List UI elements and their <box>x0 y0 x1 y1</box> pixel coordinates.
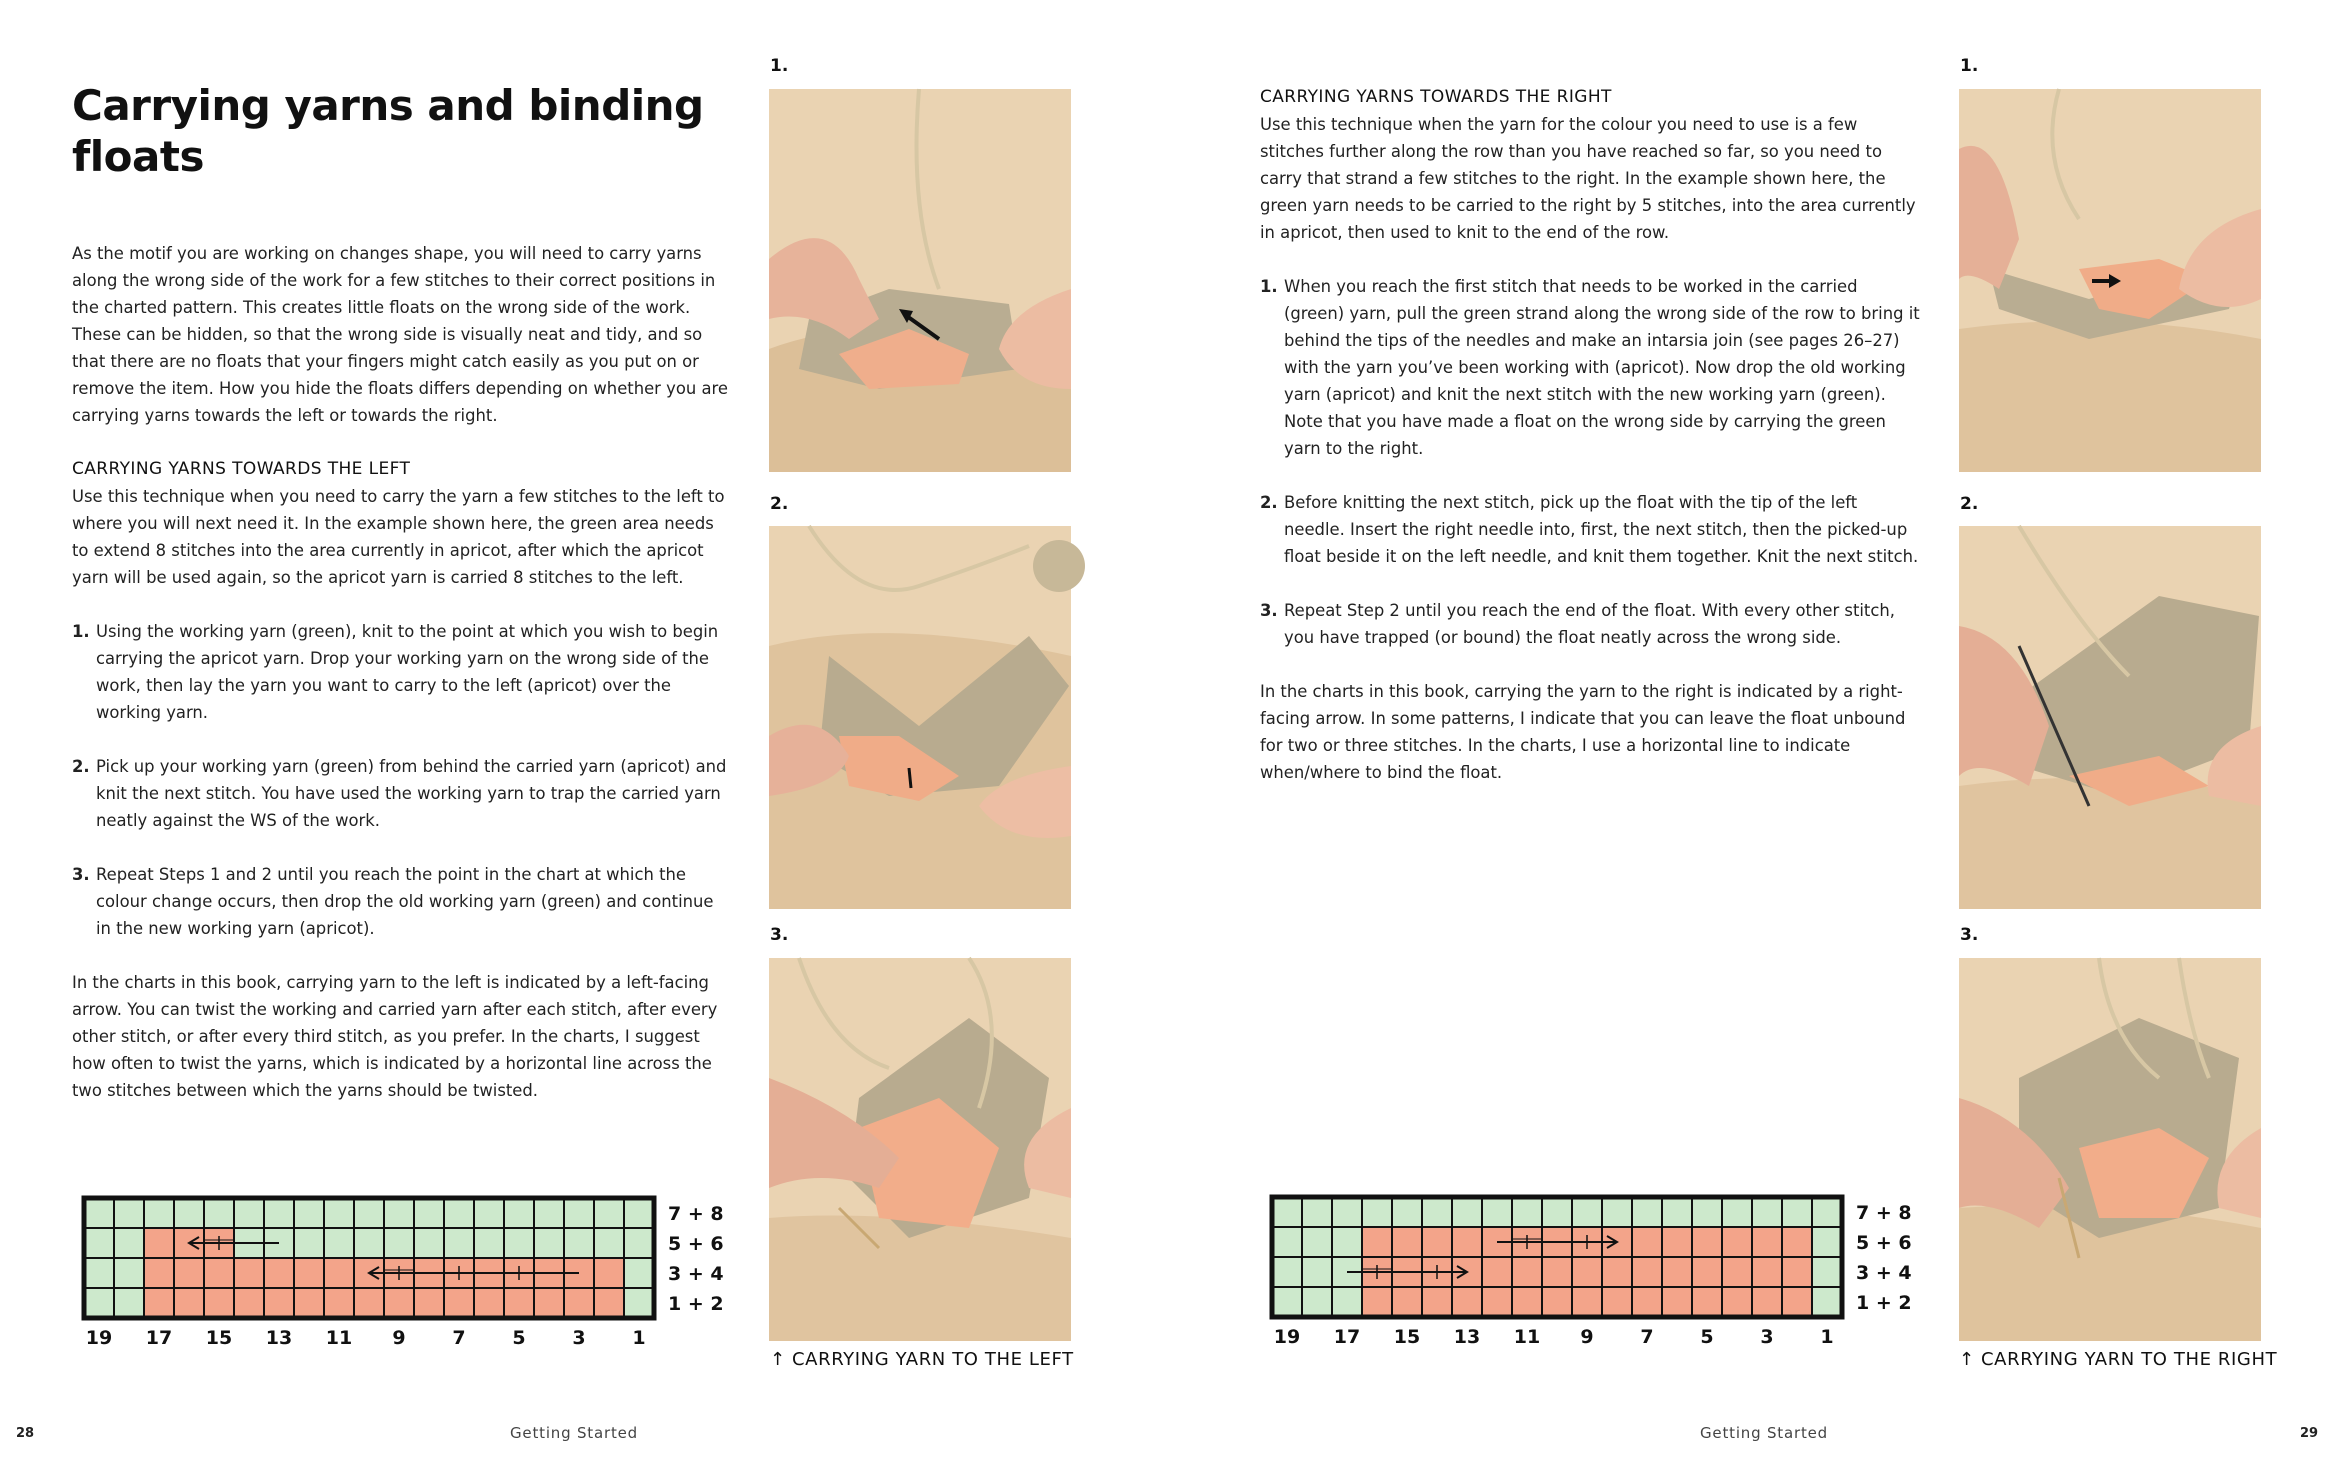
chart-cell <box>384 1198 414 1228</box>
chart-cell <box>594 1288 624 1318</box>
row-label: 5 + 6 <box>668 1233 724 1255</box>
row-label: 3 + 4 <box>668 1263 724 1285</box>
step-item <box>72 753 732 834</box>
chart-cell <box>1812 1197 1842 1227</box>
closing-paragraph-left: In the charts in this book, carrying yarn to the left is indicated by a left-facing arrow. You can twist the working and carried yarn after each stitch, after every other stitch, or after every third stitch, as you prefer. In the charts, I suggest how often to twist the yarns, which is indicated by a horizontal line across the two stitches between which the yarns should be twisted. <box>72 973 718 1100</box>
chart-cell <box>1512 1257 1542 1287</box>
chart-cell <box>1752 1197 1782 1227</box>
step-number: 2. <box>1260 493 1278 512</box>
chart-cell <box>324 1288 354 1318</box>
photo-caption-right: ↑ CARRYING YARN TO THE RIGHT <box>1959 1349 2278 1370</box>
section-intro-right: Use this technique when the yarn for the colour you need to use is a few stitches further along the row than you have reached so far, so you need to carry that strand a few stitches to the right. In the example shown here, the green yarn needs to be carried to the right by 5 stitches, into the area currently in apricot, then used to knit to the end of the row. <box>1260 115 1916 242</box>
chart-cell <box>1572 1257 1602 1287</box>
step-item <box>1260 597 1920 651</box>
chart-cell <box>474 1288 504 1318</box>
stitch-number-label: 19 <box>1273 1326 1301 1348</box>
chart-cell <box>1572 1197 1602 1227</box>
chart-cell <box>1692 1257 1722 1287</box>
chart-cell <box>1782 1287 1812 1317</box>
chart-cell <box>1302 1197 1332 1227</box>
step-text: Pick up your working yarn (green) from behind the carried yarn (apricot) and knit the next stitch. You have used the working yarn to trap the carried yarn neatly against the WS of the work. <box>96 757 727 830</box>
chart-cell <box>1422 1287 1452 1317</box>
row-label: 5 + 6 <box>1856 1232 1912 1254</box>
chart-cell <box>114 1258 144 1288</box>
page-number-right: 29 <box>2300 1426 2319 1441</box>
chart-cell <box>504 1288 534 1318</box>
photo-label: 3. <box>770 925 789 945</box>
chart-cell <box>1662 1227 1692 1257</box>
chart-cell <box>144 1198 174 1228</box>
chart-cell <box>204 1198 234 1228</box>
step-item <box>1260 489 1920 570</box>
chart-cell <box>204 1258 234 1288</box>
row-label: 1 + 2 <box>1856 1292 1912 1314</box>
step-item <box>1260 273 1920 462</box>
chart-cell <box>1362 1227 1392 1257</box>
chart-cell <box>1752 1227 1782 1257</box>
stitch-number-label: 15 <box>1393 1326 1421 1348</box>
chart-cell <box>264 1198 294 1228</box>
chart-cell <box>294 1198 324 1228</box>
step-number: 3. <box>1260 601 1278 620</box>
chart-cell <box>414 1198 444 1228</box>
chart-cell <box>1272 1287 1302 1317</box>
chart-cell <box>534 1198 564 1228</box>
chart-cell <box>1632 1227 1662 1257</box>
chart-svg <box>1270 1195 1912 1355</box>
knitting-photo-step-3-left <box>769 958 1071 1341</box>
chart-cell <box>1272 1257 1302 1287</box>
step-number: 3. <box>72 865 90 884</box>
chart-cell <box>1692 1227 1722 1257</box>
chart-cell <box>84 1198 114 1228</box>
photo-label: 2. <box>1960 494 1979 514</box>
page-number-left: 28 <box>16 1426 35 1441</box>
chart-cell <box>444 1198 474 1228</box>
chart-cell <box>1332 1227 1362 1257</box>
chart-cell <box>84 1258 114 1288</box>
chart-cell <box>1602 1287 1632 1317</box>
chart-cell <box>1632 1287 1662 1317</box>
step-list-right <box>1260 273 1920 651</box>
right-text-column <box>1260 84 1920 786</box>
chart-cell <box>1302 1227 1332 1257</box>
chart-cell <box>564 1288 594 1318</box>
chart-cell <box>294 1258 324 1288</box>
chart-cell <box>354 1228 384 1258</box>
chart-cell <box>1392 1227 1422 1257</box>
stitch-number-label: 17 <box>1333 1326 1361 1348</box>
stitch-number-label: 3 <box>1760 1326 1774 1348</box>
chart-cell <box>1272 1197 1302 1227</box>
chart-cell <box>1392 1197 1422 1227</box>
chart-cell <box>1722 1287 1752 1317</box>
chart-cell <box>1662 1197 1692 1227</box>
stitch-number-label: 1 <box>1820 1326 1834 1348</box>
chart-cell <box>414 1228 444 1258</box>
stitch-number-label: 11 <box>325 1327 353 1349</box>
chart-cell <box>534 1228 564 1258</box>
chart-cell <box>1542 1257 1572 1287</box>
chart-cell <box>1782 1227 1812 1257</box>
chart-cell <box>1602 1257 1632 1287</box>
chart-cell <box>1512 1197 1542 1227</box>
chart-cell <box>234 1198 264 1228</box>
stitch-number-label: 15 <box>205 1327 233 1349</box>
chart-cell <box>1722 1197 1752 1227</box>
chart-cell <box>1692 1197 1722 1227</box>
step-text: Before knitting the next stitch, pick up the float with the tip of the left needle. Insert the right needle into, first, the next stitch, then the picked-up float beside it on the left needle, and knit them together. Knit the next stitch. <box>1284 493 1919 566</box>
chart-cell <box>1782 1197 1812 1227</box>
step-text: Repeat Steps 1 and 2 until you reach the point in the chart at which the colour change occurs, then drop the old working yarn (green) and continue in the new working yarn (apricot). <box>96 865 714 938</box>
chart-cell <box>414 1288 444 1318</box>
stitch-number-label: 17 <box>145 1327 173 1349</box>
knitting-photo-step-2-left <box>769 526 1071 909</box>
chart-cell <box>264 1258 294 1288</box>
stitch-chart-right <box>1270 1195 1912 1355</box>
chart-cell <box>1632 1197 1662 1227</box>
chart-cell <box>1332 1287 1362 1317</box>
chart-cell <box>1422 1197 1452 1227</box>
chart-cell <box>1632 1257 1662 1287</box>
chart-cell <box>354 1198 384 1228</box>
chart-cell <box>114 1198 144 1228</box>
chart-cell <box>144 1288 174 1318</box>
chart-cell <box>444 1288 474 1318</box>
chart-cell <box>234 1288 264 1318</box>
stitch-number-label: 7 <box>1640 1326 1654 1348</box>
chart-cell <box>1602 1197 1632 1227</box>
chart-cell <box>384 1288 414 1318</box>
stitch-chart-left <box>82 1196 724 1356</box>
stitch-number-label: 5 <box>1700 1326 1714 1348</box>
chart-cell <box>264 1288 294 1318</box>
stitch-number-label: 13 <box>265 1327 293 1349</box>
stitch-number-label: 19 <box>85 1327 113 1349</box>
chart-cell <box>504 1198 534 1228</box>
chart-cell <box>534 1288 564 1318</box>
chart-cell <box>174 1198 204 1228</box>
step-item <box>72 861 732 942</box>
chart-cell <box>624 1228 654 1258</box>
chart-cell <box>1302 1257 1332 1287</box>
row-label: 3 + 4 <box>1856 1262 1912 1284</box>
chart-cell <box>1482 1287 1512 1317</box>
chart-cell <box>204 1288 234 1318</box>
chart-cell <box>1782 1257 1812 1287</box>
chart-cell <box>1812 1227 1842 1257</box>
chart-cell <box>84 1228 114 1258</box>
chart-cell <box>1752 1257 1782 1287</box>
photo-label: 1. <box>1960 56 1979 76</box>
step-text: Repeat Step 2 until you reach the end of the float. With every other stitch, you have trapped (or bound) the float neatly across the wrong side. <box>1284 601 1895 647</box>
photo-label: 1. <box>770 56 789 76</box>
chart-cell <box>1452 1197 1482 1227</box>
chart-cell <box>1482 1257 1512 1287</box>
chart-cell <box>474 1198 504 1228</box>
chart-cell <box>1362 1287 1392 1317</box>
chart-cell <box>1812 1287 1842 1317</box>
step-text: When you reach the first stitch that needs to be worked in the carried (green) yarn, pull the green strand along the wrong side of the row to bring it behind the tips of the needles and make an intarsia join (see pages 26–27) with the yarn you’ve been working with (apricot). Now drop the old working yarn (apricot) and knit the next stitch with the new working yarn (green). Note that you have made a float on the wrong side by carrying the green yarn to the right. <box>1284 277 1920 458</box>
stitch-number-label: 5 <box>512 1327 526 1349</box>
chart-cell <box>234 1258 264 1288</box>
step-number: 1. <box>72 622 90 641</box>
chart-cell <box>84 1288 114 1318</box>
row-label: 7 + 8 <box>1856 1202 1912 1224</box>
footer-right: Getting Started <box>1700 1424 1828 1442</box>
chart-svg <box>82 1196 724 1356</box>
chart-cell <box>1692 1287 1722 1317</box>
stitch-number-label: 7 <box>452 1327 466 1349</box>
chart-cell <box>504 1228 534 1258</box>
chart-cell <box>1482 1197 1512 1227</box>
page-title: Carrying yarns and binding floats <box>72 81 704 181</box>
step-list-left <box>72 618 732 942</box>
chart-cell <box>1332 1197 1362 1227</box>
chart-cell <box>144 1258 174 1288</box>
knitting-photo-step-3-right <box>1959 958 2261 1341</box>
closing-paragraph-right: In the charts in this book, carrying the yarn to the right is indicated by a right-facing arrow. In some patterns, I indicate that you can leave the float unbound for two or three stitches. In the charts, I use a horizontal line to indicate when/where to bind the float. <box>1260 682 1906 782</box>
chart-cell <box>1512 1287 1542 1317</box>
chart-cell <box>114 1288 144 1318</box>
section-intro-left: Use this technique when you need to carry the yarn a few stitches to the left to where you will next need it. In the example shown here, the green area needs to extend 8 stitches into the area currently in apricot, after which the apricot yarn will be used again, so the apricot yarn is carried 8 stitches to the left. <box>72 487 725 587</box>
chart-cell <box>324 1198 354 1228</box>
chart-cell <box>594 1198 624 1228</box>
chart-cell <box>1302 1287 1332 1317</box>
chart-cell <box>594 1228 624 1258</box>
stitch-number-label: 11 <box>1513 1326 1541 1348</box>
stitch-number-label: 13 <box>1453 1326 1481 1348</box>
chart-cell <box>1422 1227 1452 1257</box>
chart-cell <box>1452 1227 1482 1257</box>
chart-cell <box>1272 1227 1302 1257</box>
chart-cell <box>1392 1287 1422 1317</box>
chart-cell <box>144 1228 174 1258</box>
chart-cell <box>444 1228 474 1258</box>
chart-cell <box>1662 1257 1692 1287</box>
chart-cell <box>1452 1287 1482 1317</box>
chart-cell <box>114 1228 144 1258</box>
stitch-number-label: 9 <box>1580 1326 1594 1348</box>
intro-paragraph: As the motif you are working on changes shape, you will need to carry yarns along the wrong side of the work for a few stitches to their correct positions in the charted pattern. This creates little floats on the wrong side of the work. These can be hidden, so that the wrong side is visually neat and tidy, and so that there are no floats that your fingers might catch easily as you put on or remove the item. How you hide the floats differs depending on whether you are carrying yarns towards the left or towards the right. <box>72 244 728 425</box>
chart-cell <box>1662 1287 1692 1317</box>
chart-cell <box>294 1288 324 1318</box>
left-text-column <box>72 240 732 1104</box>
chart-cell <box>1752 1287 1782 1317</box>
knitting-photo-step-1-right <box>1959 89 2261 472</box>
chart-cell <box>1542 1197 1572 1227</box>
stitch-number-label: 9 <box>392 1327 406 1349</box>
chart-cell <box>384 1228 414 1258</box>
step-number: 2. <box>72 757 90 776</box>
chart-cell <box>564 1198 594 1228</box>
chart-cell <box>174 1288 204 1318</box>
chart-cell <box>624 1258 654 1288</box>
chart-cell <box>594 1258 624 1288</box>
footer-left: Getting Started <box>510 1424 638 1442</box>
chart-cell <box>474 1228 504 1258</box>
chart-cell <box>564 1228 594 1258</box>
step-item <box>72 618 732 726</box>
chart-cell <box>324 1258 354 1288</box>
chart-cell <box>294 1228 324 1258</box>
chart-cell <box>1812 1257 1842 1287</box>
chart-cell <box>1722 1257 1752 1287</box>
stitch-number-label: 3 <box>572 1327 586 1349</box>
photo-label: 2. <box>770 494 789 514</box>
chart-cell <box>1572 1287 1602 1317</box>
chart-cell <box>174 1258 204 1288</box>
row-label: 1 + 2 <box>668 1293 724 1315</box>
chart-cell <box>624 1198 654 1228</box>
photo-label: 3. <box>1960 925 1979 945</box>
chart-cell <box>624 1288 654 1318</box>
chart-cell <box>324 1228 354 1258</box>
row-label: 7 + 8 <box>668 1203 724 1225</box>
chart-cell <box>1542 1287 1572 1317</box>
stitch-number-label: 1 <box>632 1327 646 1349</box>
section-heading-right: CARRYING YARNS TOWARDS THE RIGHT <box>1260 87 1612 107</box>
section-heading-left: CARRYING YARNS TOWARDS THE LEFT <box>72 459 411 479</box>
photo-caption-left: ↑ CARRYING YARN TO THE LEFT <box>770 1349 1074 1370</box>
step-number: 1. <box>1260 277 1278 296</box>
knitting-photo-step-2-right <box>1959 526 2261 909</box>
knitting-photo-step-1-left <box>769 89 1071 472</box>
chart-cell <box>1722 1227 1752 1257</box>
chart-cell <box>354 1288 384 1318</box>
step-text: Using the working yarn (green), knit to the point at which you wish to begin carrying the apricot yarn. Drop your working yarn on the wrong side of the work, then lay the yarn you want to carry to the left (apricot) over the working yarn. <box>96 622 719 722</box>
chart-cell <box>1362 1197 1392 1227</box>
